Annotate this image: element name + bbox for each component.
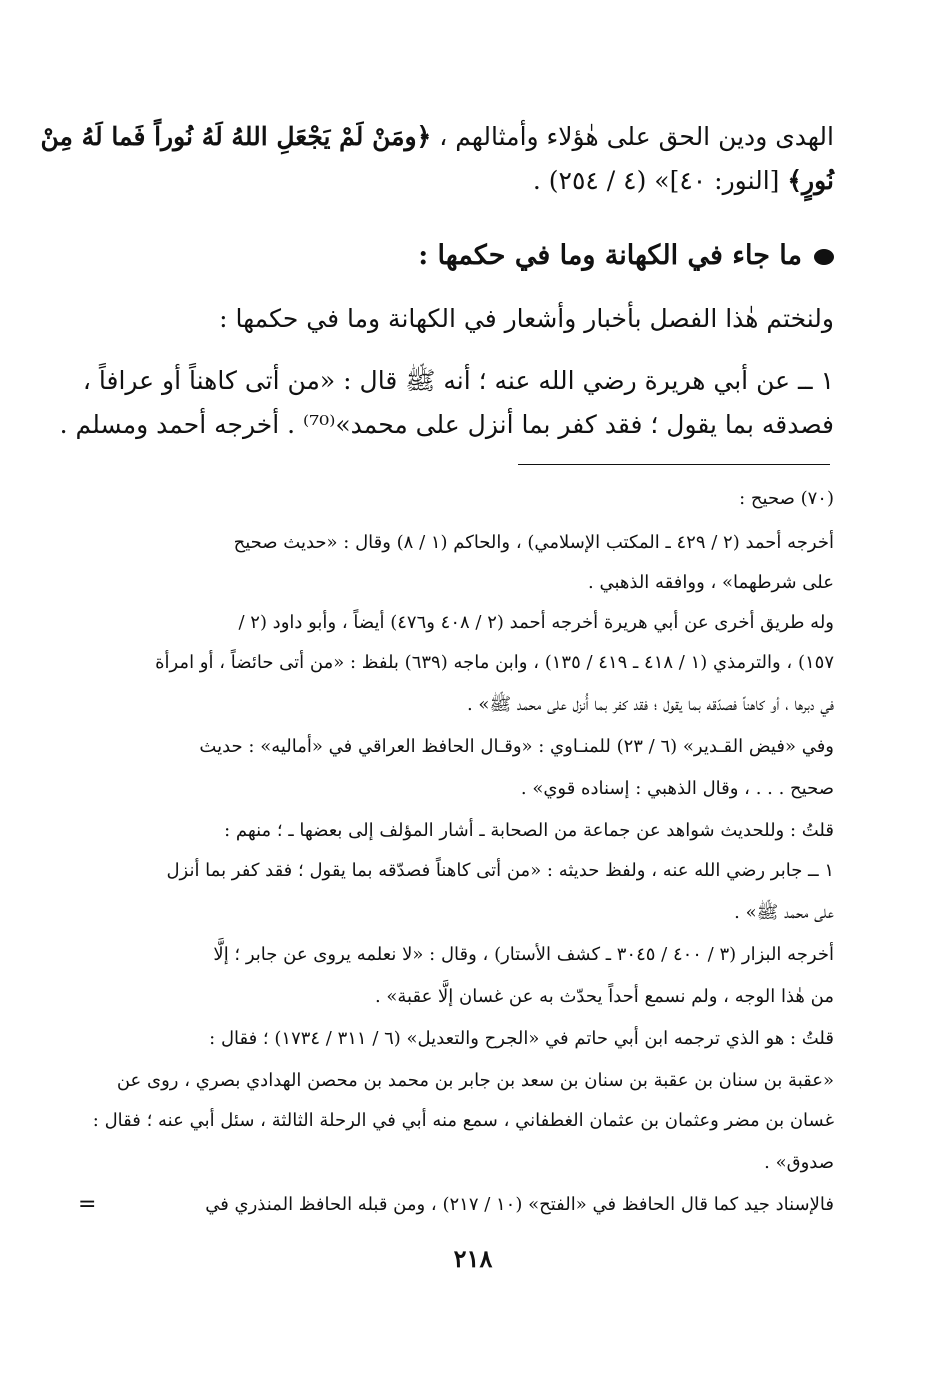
footnote-line: صحيح . . . ، وقال الذهبي : إسناده قوي» .: [520, 778, 834, 799]
footnote-line: (٧٠) صحيح :: [739, 488, 834, 509]
quran-verse-end: نُورٍ﴾: [787, 166, 834, 195]
footnote-line: من هٰذا الوجه ، ولم نسمع أحداً يحدّث به عن غسان إلَّا عقبة» .: [374, 986, 834, 1007]
section-heading-text: ما جاء في الكهانة وما في حكمها :: [418, 240, 802, 271]
footnote-line: غسان بن مضر وعثمان بن عثمان الغطفاني ، سمع منه أبي في الرحلة الثالثة ، سئل أبي عنه ؛ فقال :: [92, 1110, 834, 1131]
footnote-line: ١٥٧) ، والترمذي (١ / ٤١٨ ـ ٤١٩ / ١٣٥) ، وابن ماجه (٦٣٩) بلفظ : «من أتى حائضاً ، أو امرأة: [155, 652, 834, 673]
footnote-line: على محمد ﷺ» .: [734, 902, 834, 923]
page-number: ٢١٨: [453, 1244, 493, 1273]
footnote-line: ١ ــ جابر رضي الله عنه ، ولفظ حديثه : «من أتى كاهناً فصدّقه بما يقول ؛ فقد كفر بما أنزل: [166, 860, 834, 881]
footnote-line: صدوق» .: [764, 1152, 834, 1173]
footnote-separator: [518, 464, 830, 465]
footnote-line: أخرجه البزار (٣ / ٤٠٠ / ٣٠٤٥ ـ كشف الأستار) ، وقال : «لا نعلمه يروى عن جابر ؛ إلَّا: [213, 944, 834, 965]
quran-verse: ﴿ومَنْ لَمْ يَجْعَلِ اللهُ لَهُ نُوراً فَما لَهُ مِنْ: [40, 122, 432, 151]
footnote-line: في دبرها ، أو كاهناً فصدّقه بما يقول ؛ فقد كفر بما أُنزل على محمد ﷺ» .: [466, 694, 834, 715]
section-heading: [112, 234, 834, 278]
footnote-line: على شرطهما» ، ووافقه الذهبي .: [588, 572, 834, 593]
footnote-line: أخرجه أحمد (٢ / ٤٢٩ ـ المكتب الإسلامي) ، والحاكم (١ / ٨) وقال : «حديث صحيح: [233, 532, 834, 553]
footnote-line: قلتُ : هو الذي ترجمه ابن أبي حاتم في «الجرح والتعديل» (٦ / ٣١١ / ١٧٣٤) ؛ فقال :: [209, 1028, 834, 1049]
bullet-icon: [814, 249, 834, 265]
footnote-line: وفي «فيض القـدير» (٦ / ٢٣) للمنـاوي : «وقـال الحافظ العراقي في «أماليه» : حديث: [199, 736, 834, 757]
footnote-line: «عقبة بن سنان بن عقبة بن سنان بن سعد بن جابر بن محمد بن محصن الهدادي بصري ، روى عن: [116, 1070, 834, 1091]
continuation-mark: =: [78, 1192, 97, 1217]
footnote-line: قلتُ : وللحديث شواهد عن جماعة من الصحابة ـ أشار المؤلف إلى بعضها ـ ؛ منهم :: [224, 820, 834, 841]
footnote-line: فالإسناد جيد كما قال الحافظ في «الفتح» (١٠ / ٢١٧) ، ومن قبله الحافظ المنذري في: [205, 1194, 834, 1215]
quran-reference: [النور: ٤٠]» (٤ / ٢٥٤) .: [532, 166, 788, 195]
hadith-line-2: فصدقه بما يقول ؛ فقد كفر بما أنزل على محمد»⁽⁷⁰⁾ . أخرجه أحمد ومسلم .: [59, 410, 834, 439]
intro-paragraph: ولنختم هٰذا الفصل بأخبار وأشعار في الكهانة وما في حكمها :: [219, 304, 834, 333]
hadith-line-1: ١ ــ عن أبي هريرة رضي الله عنه ؛ أنه ﷺ قال : «من أتى كاهناً أو عرافاً ،: [82, 366, 834, 395]
main-text-line-2: [112, 160, 834, 202]
footnote-line: وله طريق أخرى عن أبي هريرة أخرجه أحمد (٢ / ٤٠٨ و٤٧٦) أيضاً ، وأبو داود (٢ /: [238, 612, 834, 633]
main-text-line-1: [40, 116, 834, 158]
main-text-prefix: الهدى ودين الحق على هٰؤلاء وأمثالهم ،: [431, 122, 834, 151]
